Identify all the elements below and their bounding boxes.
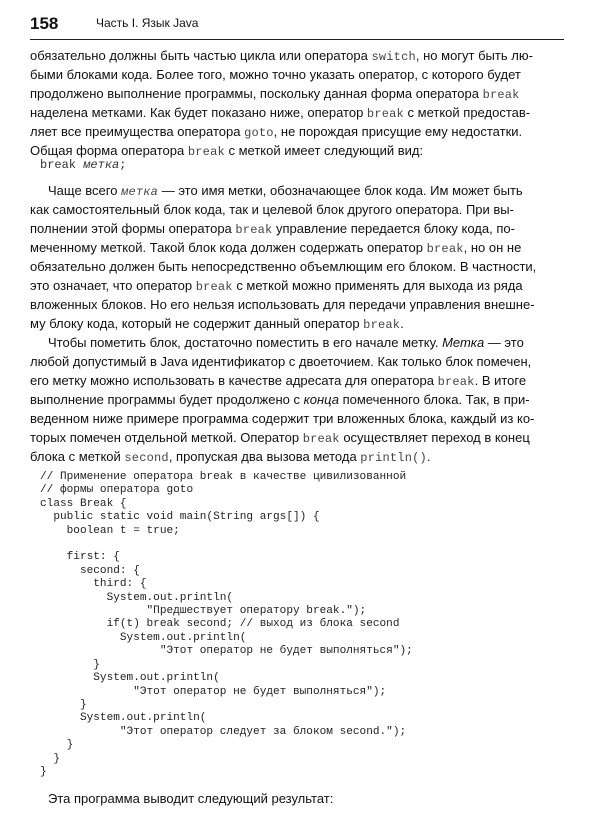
para1-line5: ляет все преимущества оператора goto, не порождая присущие ему недостатки.: [30, 124, 523, 140]
para3-line2: любой допустимый в Java идентификатор с двоеточием. Как только блок помечен,: [30, 354, 532, 369]
para3-line4: выполнение программы будет продолжено с конца помеченного блока. Так, в при-: [30, 392, 530, 407]
para3-line6: торых помечен отдельной меткой. Оператор break осуществляет переход в конец: [30, 430, 530, 446]
para1-line6: Общая форма оператора break с меткой имеет следующий вид:: [30, 143, 424, 159]
para1-line2: быми блоками кода. Более того, можно точно указать оператор, с которого будет: [30, 67, 521, 82]
code-line: second: {: [40, 564, 140, 577]
para2-line7: вложенных блоков. Но его нельзя использовать для передачи управления внешне-: [30, 297, 535, 312]
code-line: class Break {: [40, 497, 127, 510]
code-line: public static void main(String args[]) {: [40, 511, 320, 524]
code-line: System.out.println(: [40, 712, 207, 725]
para2-line4: меченному меткой. Такой блок кода должен содержать оператор break, но он не: [30, 240, 522, 256]
para3-line7: блока с меткой second, пропуская два вызова метода println().: [30, 449, 431, 465]
code-line: first: {: [40, 551, 120, 564]
code-line: "Этот оператор не будет выполняться");: [40, 645, 413, 658]
header-rule: [30, 39, 564, 40]
code-line: System.out.println(: [40, 591, 234, 604]
code-line: }: [40, 658, 100, 671]
para2-line2: как самостоятельный блок кода, так и целевой блок другого оператора. При вы-: [30, 202, 514, 217]
code-line: if(t) break second; // выход из блока second: [40, 618, 400, 631]
closing-line: Эта программа выводит следующий результат:: [48, 791, 334, 806]
code-line: // Применение оператора break в качестве цивилизованной: [40, 471, 407, 483]
code-line: [40, 538, 413, 551]
para2-line5: обязательно должен быть непосредственно объемлющим его блоком. В частности,: [30, 259, 537, 274]
page-number: 158: [30, 14, 59, 33]
code-line: }: [40, 698, 87, 711]
para3-line3: его метку можно использовать в качестве адресата для оператора break. В итоге: [30, 373, 527, 389]
para2-line3: полнении этой формы оператора break управление передается блоку кода, по-: [30, 221, 515, 237]
para1-line4: наделена метками. Как будет показано ниже, оператор break с меткой предостав-: [30, 105, 531, 121]
code-line: third: {: [40, 578, 147, 591]
code-line: boolean t = true;: [40, 524, 180, 537]
para3-line1: Чтобы пометить блок, достаточно поместить в его начале метку. Метка — это: [48, 335, 524, 350]
code-line: "Этот оператор не будет выполняться");: [40, 685, 387, 698]
code-line: }: [40, 765, 47, 778]
para1-line3: продолжено выполнение программы, поскольку данная форма оператора break: [30, 86, 520, 102]
running-title: Часть I. Язык Java: [96, 16, 199, 30]
para1-line1: обязательно должны быть частью цикла или оператора switch, но могут быть лю-: [30, 48, 533, 64]
code-line: }: [40, 752, 60, 765]
code-line: }: [40, 739, 74, 752]
code-line: "Предшествует оператору break.");: [40, 605, 367, 618]
code-line: System.out.println(: [40, 631, 247, 644]
code-line: System.out.println(: [40, 672, 220, 685]
syntax-line: break метка;: [40, 158, 127, 172]
para2-line6: это означает, что оператор break с меткой можно применять для выхода из ряда: [30, 278, 523, 294]
para3-line5: веденном ниже примере программа содержит три вложенных блока, каждый из ко-: [30, 411, 535, 426]
para2-line1: Чаще всего метка — это имя метки, обозначающее блок кода. Им может быть: [48, 183, 523, 199]
code-listing: [40, 471, 413, 779]
para2-line8: му блоку кода, который не содержит данный оператор break.: [30, 316, 404, 332]
code-line: "Этот оператор следует за блоком second.");: [40, 725, 407, 738]
code-line: // формы оператора goto: [40, 484, 194, 497]
